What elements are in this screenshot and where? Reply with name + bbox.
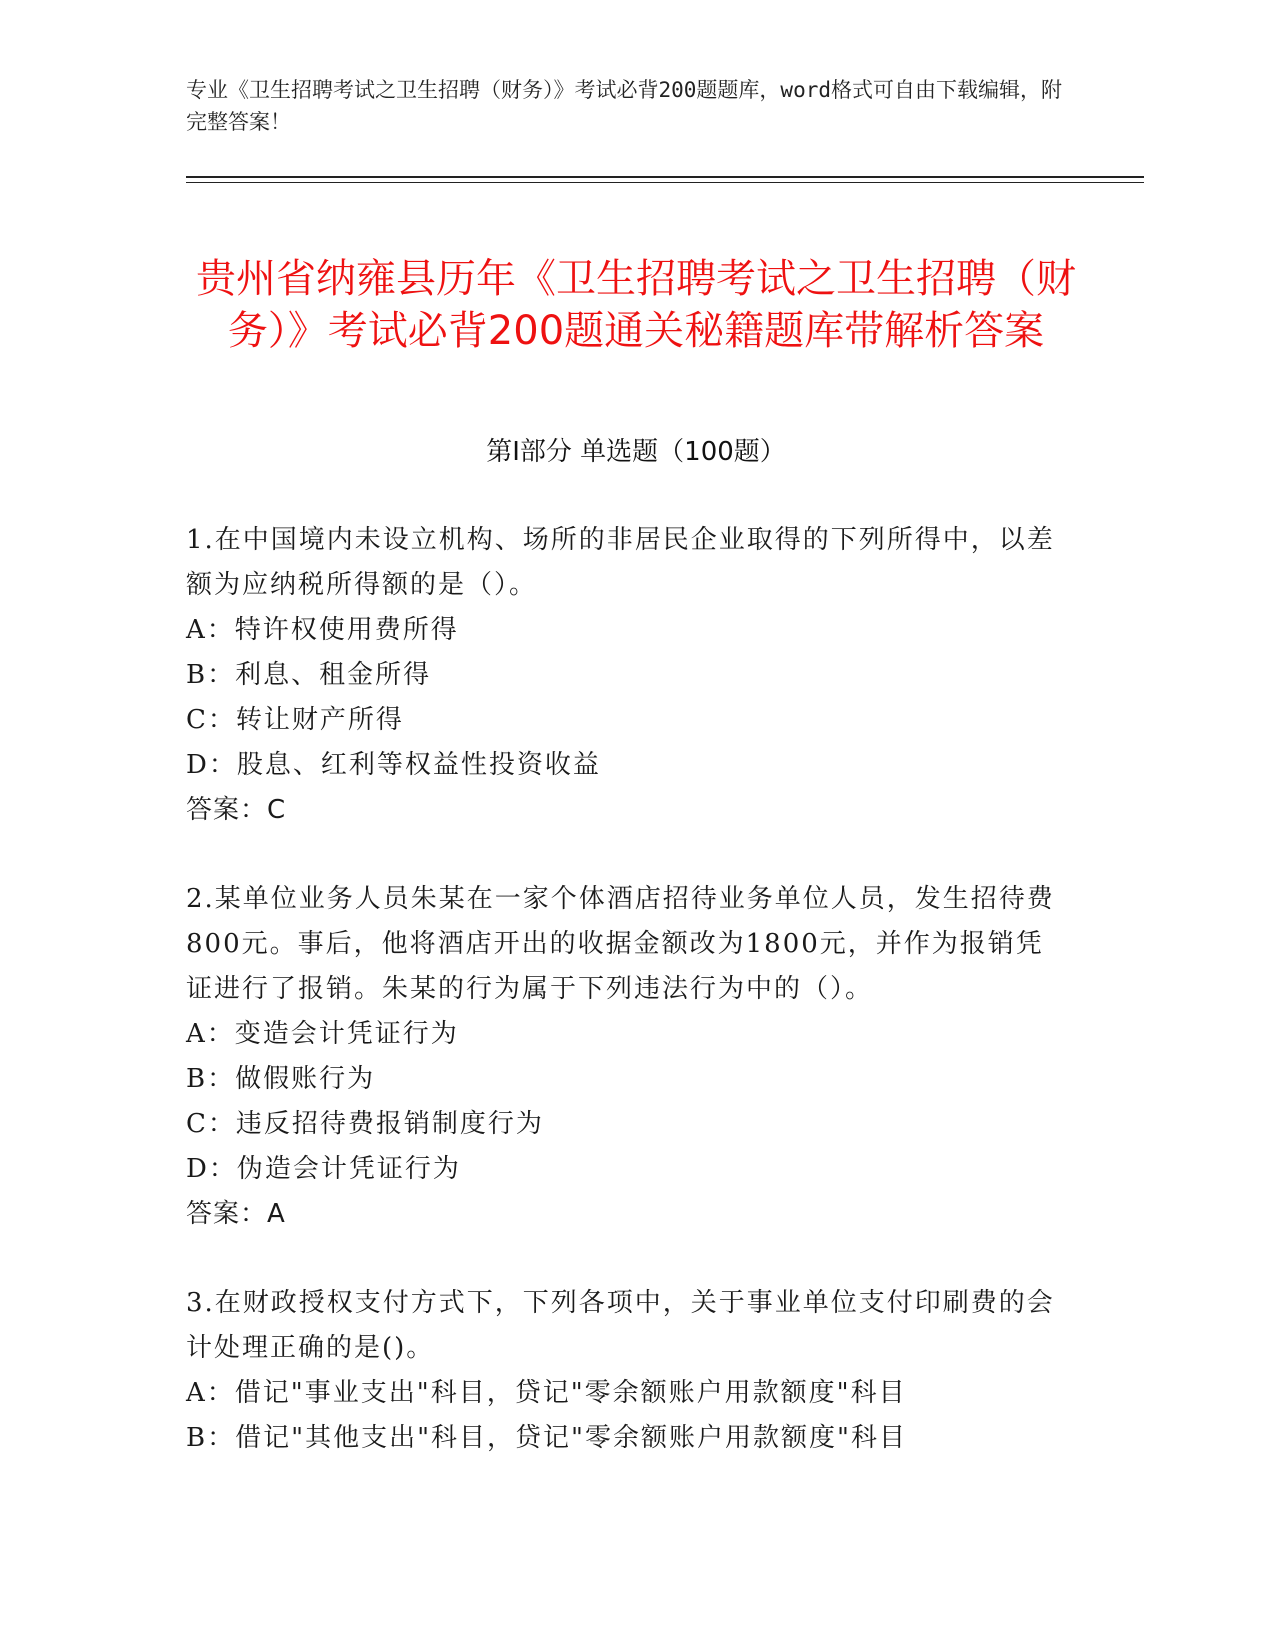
option-d: D：伪造会计凭证行为 xyxy=(186,1154,461,1184)
option-b: B：做假账行为 xyxy=(186,1064,376,1094)
header-rule-thin xyxy=(186,182,1144,183)
question-3 xyxy=(186,1281,1066,1461)
document-title: 贵州省纳雍县历年《卫生招聘考试之卫生招聘（财务）》考试必背200题通关秘籍题库带解析答案 xyxy=(196,255,1076,354)
answer: 答案：A xyxy=(186,1199,286,1229)
option-a: A：变造会计凭证行为 xyxy=(186,1019,459,1049)
header-rule-thick xyxy=(186,176,1144,178)
option-a: A：借记"事业支出"科目，贷记"零余额账户用款额度"科目 xyxy=(186,1378,907,1408)
section-heading: 第I部分 单选题（100题） xyxy=(486,437,786,467)
question-stem: 2.某单位业务人员朱某在一家个体酒店招待业务单位人员，发生招待费800元。事后，他将酒店开出的收据金额改为1800元，并作为报销凭证进行了报销。朱某的行为属于下列违法行为中的（）。 xyxy=(186,884,1055,1004)
question-list xyxy=(186,518,1066,1505)
answer: 答案：C xyxy=(186,795,287,825)
question-stem: 3.在财政授权支付方式下，下列各项中，关于事业单位支付印刷费的会计处理正确的是()。 xyxy=(186,1288,1055,1363)
option-b: B：利息、租金所得 xyxy=(186,660,432,690)
question-stem: 1.在中国境内未设立机构、场所的非居民企业取得的下列所得中，以差额为应纳税所得额的是（）。 xyxy=(186,525,1055,600)
option-b: B：借记"其他支出"科目，贷记"零余额账户用款额度"科目 xyxy=(186,1423,907,1453)
question-1 xyxy=(186,518,1066,833)
header-note: 专业《卫生招聘考试之卫生招聘（财务）》考试必背200题题库，word格式可自由下载编辑，附完整答案！ xyxy=(186,78,1062,134)
option-d: D：股息、红利等权益性投资收益 xyxy=(186,750,601,780)
option-c: C：转让财产所得 xyxy=(186,705,404,735)
option-c: C：违反招待费报销制度行为 xyxy=(186,1109,544,1139)
option-a: A：特许权使用费所得 xyxy=(186,615,459,645)
question-2 xyxy=(186,877,1066,1237)
